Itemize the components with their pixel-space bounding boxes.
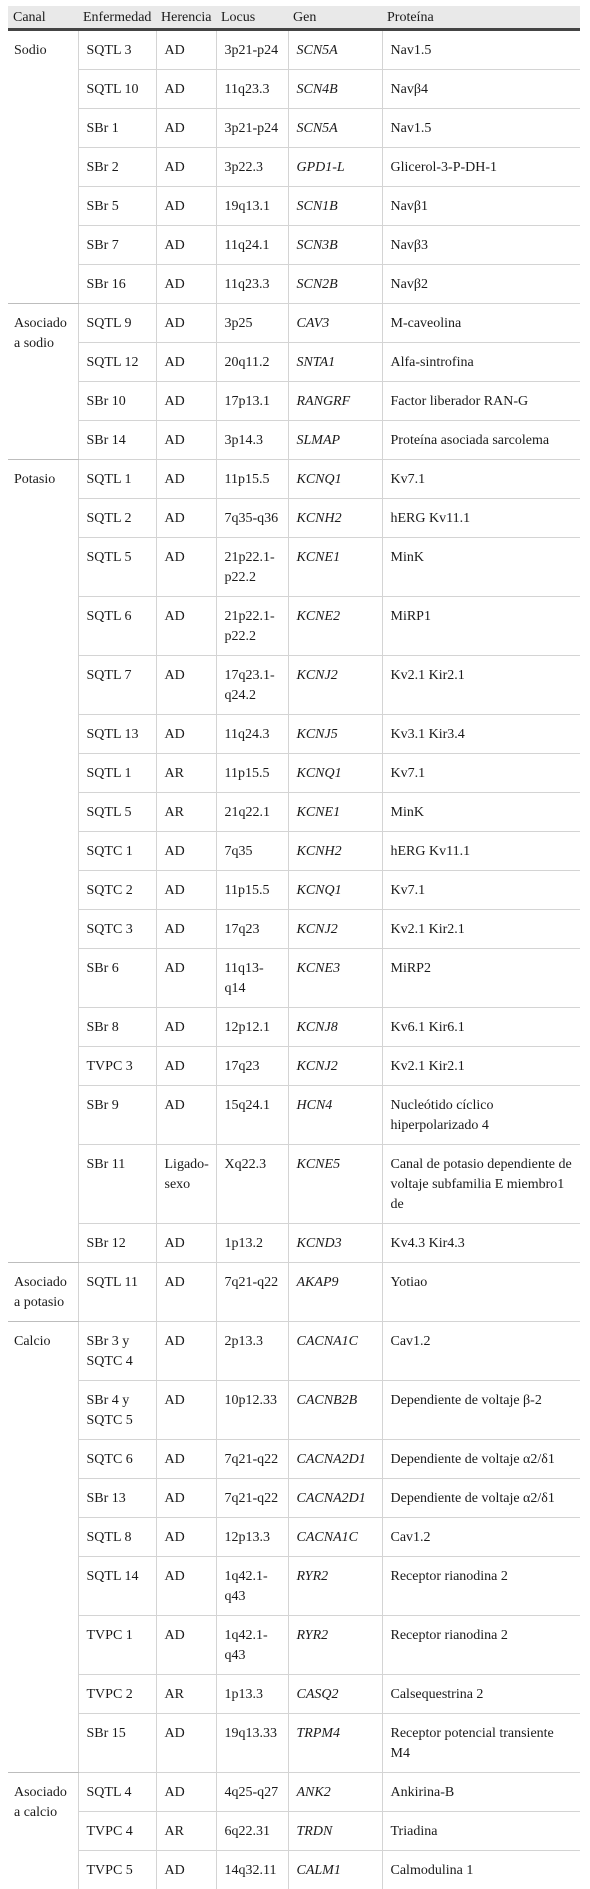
- cell-locus: 17p13.1: [216, 382, 288, 421]
- cell-herencia: AR: [156, 1812, 216, 1851]
- cell-enfermedad: SQTL 2: [78, 499, 156, 538]
- cell-proteina: Cav1.2: [382, 1518, 580, 1557]
- cell-gen: KCNE5: [288, 1145, 382, 1224]
- cell-enfermedad: SQTL 9: [78, 304, 156, 343]
- cell-herencia: AD: [156, 382, 216, 421]
- table-row: [8, 1773, 580, 1812]
- cell-proteina: Triadina: [382, 1812, 580, 1851]
- cell-enfermedad: SQTL 12: [78, 343, 156, 382]
- cell-proteina: Factor liberador RAN-G: [382, 382, 580, 421]
- cell-locus: 17q23: [216, 910, 288, 949]
- cell-gen: RYR2: [288, 1616, 382, 1675]
- cell-gen: KCNQ1: [288, 754, 382, 793]
- cell-locus: 10p12.33: [216, 1381, 288, 1440]
- cell-locus: 1q42.1-q43: [216, 1616, 288, 1675]
- cell-enfermedad: SQTL 11: [78, 1263, 156, 1322]
- cell-gen: KCNE1: [288, 538, 382, 597]
- cell-proteina: Canal de potasio dependiente de voltaje subfamilia E miembro1 de: [382, 1145, 580, 1224]
- cell-herencia: AR: [156, 793, 216, 832]
- cell-gen: SCN1B: [288, 187, 382, 226]
- cell-enfermedad: SBr 7: [78, 226, 156, 265]
- cell-locus: 7q21-q22: [216, 1479, 288, 1518]
- cell-proteina: Yotiao: [382, 1263, 580, 1322]
- cell-proteina: Kv6.1 Kir6.1: [382, 1008, 580, 1047]
- cell-gen: CACNA1C: [288, 1322, 382, 1381]
- cell-herencia: AD: [156, 265, 216, 304]
- cell-enfermedad: SBr 2: [78, 148, 156, 187]
- cell-locus: 11q24.1: [216, 226, 288, 265]
- table-row: [8, 910, 580, 949]
- cell-proteina: Ankirina-B: [382, 1773, 580, 1812]
- cell-gen: KCNJ8: [288, 1008, 382, 1047]
- cell-enfermedad: SQTL 4: [78, 1773, 156, 1812]
- cell-gen: SNTA1: [288, 343, 382, 382]
- cell-locus: 3p21-p24: [216, 109, 288, 148]
- cell-locus: 15q24.1: [216, 1086, 288, 1145]
- cell-herencia: AD: [156, 499, 216, 538]
- cell-enfermedad: SQTC 3: [78, 910, 156, 949]
- cell-herencia: AD: [156, 226, 216, 265]
- cell-enfermedad: TVPC 1: [78, 1616, 156, 1675]
- cell-herencia: AD: [156, 715, 216, 754]
- cell-enfermedad: SBr 14: [78, 421, 156, 460]
- cell-proteina: Navβ3: [382, 226, 580, 265]
- gene-table: [8, 6, 580, 1889]
- table-row: [8, 499, 580, 538]
- header-enfermedad: Enfermedad: [78, 6, 156, 30]
- cell-locus: 7q21-q22: [216, 1440, 288, 1479]
- cell-herencia: AR: [156, 1675, 216, 1714]
- cell-enfermedad: TVPC 4: [78, 1812, 156, 1851]
- cell-enfermedad: SBr 5: [78, 187, 156, 226]
- cell-enfermedad: SBr 4 y SQTC 5: [78, 1381, 156, 1440]
- table-row: [8, 1381, 580, 1440]
- cell-gen: CACNA2D1: [288, 1440, 382, 1479]
- cell-locus: 19q13.33: [216, 1714, 288, 1773]
- cell-gen: RANGRF: [288, 382, 382, 421]
- cell-herencia: AD: [156, 1479, 216, 1518]
- table-row: [8, 1322, 580, 1381]
- cell-enfermedad: TVPC 5: [78, 1851, 156, 1889]
- cell-locus: 4q25-q27: [216, 1773, 288, 1812]
- cell-enfermedad: SQTL 5: [78, 793, 156, 832]
- cell-herencia: AD: [156, 910, 216, 949]
- cell-herencia: Ligado-sexo: [156, 1145, 216, 1224]
- table-row: [8, 1557, 580, 1616]
- cell-proteina: MinK: [382, 793, 580, 832]
- cell-gen: KCND3: [288, 1224, 382, 1263]
- table-row: [8, 1008, 580, 1047]
- cell-herencia: AD: [156, 1518, 216, 1557]
- cell-herencia: AD: [156, 1224, 216, 1263]
- cell-proteina: Navβ4: [382, 70, 580, 109]
- cell-locus: 12p12.1: [216, 1008, 288, 1047]
- cell-locus: 17q23: [216, 1047, 288, 1086]
- cell-proteina: Navβ2: [382, 265, 580, 304]
- cell-locus: 2p13.3: [216, 1322, 288, 1381]
- table-row: [8, 109, 580, 148]
- cell-locus: 11p15.5: [216, 460, 288, 499]
- cell-gen: CACNA1C: [288, 1518, 382, 1557]
- cell-gen: CACNB2B: [288, 1381, 382, 1440]
- cell-herencia: AD: [156, 1440, 216, 1479]
- cell-herencia: AD: [156, 1047, 216, 1086]
- cell-canal: Asociado a calcio: [8, 1773, 78, 1889]
- cell-herencia: AD: [156, 1086, 216, 1145]
- cell-herencia: AD: [156, 871, 216, 910]
- cell-proteina: Alfa-sintrofina: [382, 343, 580, 382]
- cell-proteina: Receptor rianodina 2: [382, 1557, 580, 1616]
- cell-herencia: AD: [156, 460, 216, 499]
- table-row: [8, 1675, 580, 1714]
- cell-proteina: Nav1.5: [382, 109, 580, 148]
- cell-proteina: Receptor rianodina 2: [382, 1616, 580, 1675]
- header-proteina: Proteína: [382, 6, 580, 30]
- cell-locus: 11q23.3: [216, 70, 288, 109]
- cell-locus: 12p13.3: [216, 1518, 288, 1557]
- cell-enfermedad: SQTL 1: [78, 460, 156, 499]
- cell-enfermedad: SQTL 10: [78, 70, 156, 109]
- table-row: [8, 1851, 580, 1889]
- table-body: [8, 30, 580, 1889]
- cell-gen: SLMAP: [288, 421, 382, 460]
- table-row: [8, 70, 580, 109]
- cell-enfermedad: SQTC 2: [78, 871, 156, 910]
- header-row: [8, 6, 580, 30]
- cell-proteina: Receptor potencial transiente M4: [382, 1714, 580, 1773]
- cell-gen: KCNH2: [288, 832, 382, 871]
- cell-herencia: AD: [156, 304, 216, 343]
- cell-locus: 11p15.5: [216, 754, 288, 793]
- cell-gen: TRPM4: [288, 1714, 382, 1773]
- cell-herencia: AD: [156, 597, 216, 656]
- cell-proteina: Calmodulina 1: [382, 1851, 580, 1889]
- cell-enfermedad: SBr 1: [78, 109, 156, 148]
- cell-herencia: AD: [156, 1263, 216, 1322]
- cell-enfermedad: SQTC 6: [78, 1440, 156, 1479]
- table-row: [8, 30, 580, 70]
- cell-locus: 1q42.1-q43: [216, 1557, 288, 1616]
- cell-enfermedad: SQTL 1: [78, 754, 156, 793]
- cell-locus: 11q24.3: [216, 715, 288, 754]
- cell-herencia: AD: [156, 832, 216, 871]
- cell-locus: 3p22.3: [216, 148, 288, 187]
- cell-gen: CASQ2: [288, 1675, 382, 1714]
- table-row: [8, 715, 580, 754]
- cell-locus: 11q23.3: [216, 265, 288, 304]
- cell-enfermedad: SBr 6: [78, 949, 156, 1008]
- cell-canal: Calcio: [8, 1322, 78, 1773]
- cell-gen: TRDN: [288, 1812, 382, 1851]
- cell-herencia: AD: [156, 421, 216, 460]
- cell-proteina: Kv7.1: [382, 754, 580, 793]
- cell-herencia: AD: [156, 1381, 216, 1440]
- cell-herencia: AD: [156, 1557, 216, 1616]
- cell-proteina: Kv2.1 Kir2.1: [382, 1047, 580, 1086]
- table-row: [8, 421, 580, 460]
- cell-gen: KCNE1: [288, 793, 382, 832]
- table-row: [8, 226, 580, 265]
- table-row: [8, 1047, 580, 1086]
- cell-canal: Potasio: [8, 460, 78, 1263]
- cell-gen: KCNJ2: [288, 1047, 382, 1086]
- table-row: [8, 382, 580, 421]
- cell-herencia: AD: [156, 1008, 216, 1047]
- table-row: [8, 754, 580, 793]
- cell-locus: 21p22.1-p22.2: [216, 597, 288, 656]
- table-row: [8, 1263, 580, 1322]
- cell-proteina: Kv2.1 Kir2.1: [382, 910, 580, 949]
- cell-herencia: AD: [156, 30, 216, 70]
- cell-proteina: Proteína asociada sarcolema: [382, 421, 580, 460]
- cell-herencia: AD: [156, 656, 216, 715]
- cell-gen: KCNJ2: [288, 656, 382, 715]
- cell-gen: KCNE2: [288, 597, 382, 656]
- cell-gen: KCNH2: [288, 499, 382, 538]
- cell-enfermedad: SQTL 14: [78, 1557, 156, 1616]
- cell-gen: SCN4B: [288, 70, 382, 109]
- cell-locus: 1p13.2: [216, 1224, 288, 1263]
- cell-gen: RYR2: [288, 1557, 382, 1616]
- cell-enfermedad: SQTL 5: [78, 538, 156, 597]
- header-gen: Gen: [288, 6, 382, 30]
- cell-locus: 19q13.1: [216, 187, 288, 226]
- cell-enfermedad: TVPC 2: [78, 1675, 156, 1714]
- cell-locus: 17q23.1-q24.2: [216, 656, 288, 715]
- table-row: [8, 949, 580, 1008]
- cell-gen: CACNA2D1: [288, 1479, 382, 1518]
- cell-proteina: Kv2.1 Kir2.1: [382, 656, 580, 715]
- cell-proteina: Nucleótido cíclico hiperpolarizado 4: [382, 1086, 580, 1145]
- table-row: [8, 1812, 580, 1851]
- table-row: [8, 1518, 580, 1557]
- cell-locus: 11p15.5: [216, 871, 288, 910]
- cell-locus: 21q22.1: [216, 793, 288, 832]
- cell-canal: Sodio: [8, 30, 78, 304]
- cell-enfermedad: TVPC 3: [78, 1047, 156, 1086]
- table-row: [8, 187, 580, 226]
- table-row: [8, 265, 580, 304]
- table-row: [8, 793, 580, 832]
- table-row: [8, 871, 580, 910]
- cell-gen: CALM1: [288, 1851, 382, 1889]
- cell-herencia: AD: [156, 343, 216, 382]
- table-row: [8, 304, 580, 343]
- table-row: [8, 656, 580, 715]
- cell-proteina: Dependiente de voltaje β-2: [382, 1381, 580, 1440]
- cell-canal: Asociado a potasio: [8, 1263, 78, 1322]
- cell-locus: 20q11.2: [216, 343, 288, 382]
- cell-proteina: MiRP1: [382, 597, 580, 656]
- cell-herencia: AD: [156, 538, 216, 597]
- table-row: [8, 832, 580, 871]
- cell-gen: GPD1-L: [288, 148, 382, 187]
- cell-gen: SCN5A: [288, 109, 382, 148]
- cell-enfermedad: SQTC 1: [78, 832, 156, 871]
- table-row: [8, 1086, 580, 1145]
- cell-gen: KCNQ1: [288, 460, 382, 499]
- cell-enfermedad: SBr 16: [78, 265, 156, 304]
- table-row: [8, 1479, 580, 1518]
- cell-gen: KCNE3: [288, 949, 382, 1008]
- cell-proteina: Navβ1: [382, 187, 580, 226]
- cell-herencia: AD: [156, 1322, 216, 1381]
- cell-enfermedad: SQTL 6: [78, 597, 156, 656]
- cell-locus: 11q13-q14: [216, 949, 288, 1008]
- cell-proteina: Kv7.1: [382, 460, 580, 499]
- table-row: [8, 1145, 580, 1224]
- table-header: [8, 6, 580, 30]
- cell-locus: 6q22.31: [216, 1812, 288, 1851]
- cell-proteina: Kv4.3 Kir4.3: [382, 1224, 580, 1263]
- cell-enfermedad: SQTL 13: [78, 715, 156, 754]
- cell-proteina: hERG Kv11.1: [382, 832, 580, 871]
- cell-proteina: MiRP2: [382, 949, 580, 1008]
- header-canal: Canal: [8, 6, 78, 30]
- cell-proteina: Dependiente de voltaje α2/δ1: [382, 1479, 580, 1518]
- cell-enfermedad: SBr 11: [78, 1145, 156, 1224]
- cell-locus: Xq22.3: [216, 1145, 288, 1224]
- cell-canal: Asociado a sodio: [8, 304, 78, 460]
- table-row: [8, 1440, 580, 1479]
- cell-locus: 21p22.1-p22.2: [216, 538, 288, 597]
- cell-locus: 1p13.3: [216, 1675, 288, 1714]
- cell-proteina: Cav1.2: [382, 1322, 580, 1381]
- cell-gen: KCNJ5: [288, 715, 382, 754]
- cell-proteina: Dependiente de voltaje α2/δ1: [382, 1440, 580, 1479]
- cell-enfermedad: SBr 15: [78, 1714, 156, 1773]
- cell-enfermedad: SBr 10: [78, 382, 156, 421]
- cell-gen: SCN3B: [288, 226, 382, 265]
- cell-locus: 3p21-p24: [216, 30, 288, 70]
- cell-enfermedad: SQTL 7: [78, 656, 156, 715]
- cell-herencia: AD: [156, 1773, 216, 1812]
- table-row: [8, 1616, 580, 1675]
- cell-locus: 7q21-q22: [216, 1263, 288, 1322]
- cell-proteina: Calsequestrina 2: [382, 1675, 580, 1714]
- table-row: [8, 538, 580, 597]
- cell-herencia: AD: [156, 148, 216, 187]
- cell-locus: 3p25: [216, 304, 288, 343]
- cell-enfermedad: SBr 8: [78, 1008, 156, 1047]
- cell-locus: 7q35: [216, 832, 288, 871]
- cell-herencia: AR: [156, 754, 216, 793]
- cell-herencia: AD: [156, 1851, 216, 1889]
- header-herencia: Herencia: [156, 6, 216, 30]
- cell-enfermedad: SQTL 3: [78, 30, 156, 70]
- cell-gen: CAV3: [288, 304, 382, 343]
- table-row: [8, 343, 580, 382]
- table-row: [8, 1224, 580, 1263]
- cell-locus: 3p14.3: [216, 421, 288, 460]
- table-row: [8, 460, 580, 499]
- cell-herencia: AD: [156, 1714, 216, 1773]
- cell-enfermedad: SQTL 8: [78, 1518, 156, 1557]
- cell-enfermedad: SBr 13: [78, 1479, 156, 1518]
- table-row: [8, 1714, 580, 1773]
- table-row: [8, 597, 580, 656]
- cell-herencia: AD: [156, 949, 216, 1008]
- cell-herencia: AD: [156, 187, 216, 226]
- cell-gen: HCN4: [288, 1086, 382, 1145]
- cell-herencia: AD: [156, 1616, 216, 1675]
- cell-proteina: hERG Kv11.1: [382, 499, 580, 538]
- cell-gen: ANK2: [288, 1773, 382, 1812]
- cell-gen: SCN2B: [288, 265, 382, 304]
- header-locus: Locus: [216, 6, 288, 30]
- cell-gen: SCN5A: [288, 30, 382, 70]
- cell-enfermedad: SBr 9: [78, 1086, 156, 1145]
- cell-proteina: Nav1.5: [382, 30, 580, 70]
- cell-locus: 7q35-q36: [216, 499, 288, 538]
- cell-herencia: AD: [156, 109, 216, 148]
- cell-proteina: Kv3.1 Kir3.4: [382, 715, 580, 754]
- cell-gen: KCNQ1: [288, 871, 382, 910]
- cell-gen: AKAP9: [288, 1263, 382, 1322]
- cell-proteina: Kv7.1: [382, 871, 580, 910]
- cell-herencia: AD: [156, 70, 216, 109]
- cell-proteina: MinK: [382, 538, 580, 597]
- cell-proteina: Glicerol-3-P-DH-1: [382, 148, 580, 187]
- cell-proteina: M-caveolina: [382, 304, 580, 343]
- cell-enfermedad: SBr 3 y SQTC 4: [78, 1322, 156, 1381]
- cell-gen: KCNJ2: [288, 910, 382, 949]
- cell-enfermedad: SBr 12: [78, 1224, 156, 1263]
- cell-locus: 14q32.11: [216, 1851, 288, 1889]
- table-row: [8, 148, 580, 187]
